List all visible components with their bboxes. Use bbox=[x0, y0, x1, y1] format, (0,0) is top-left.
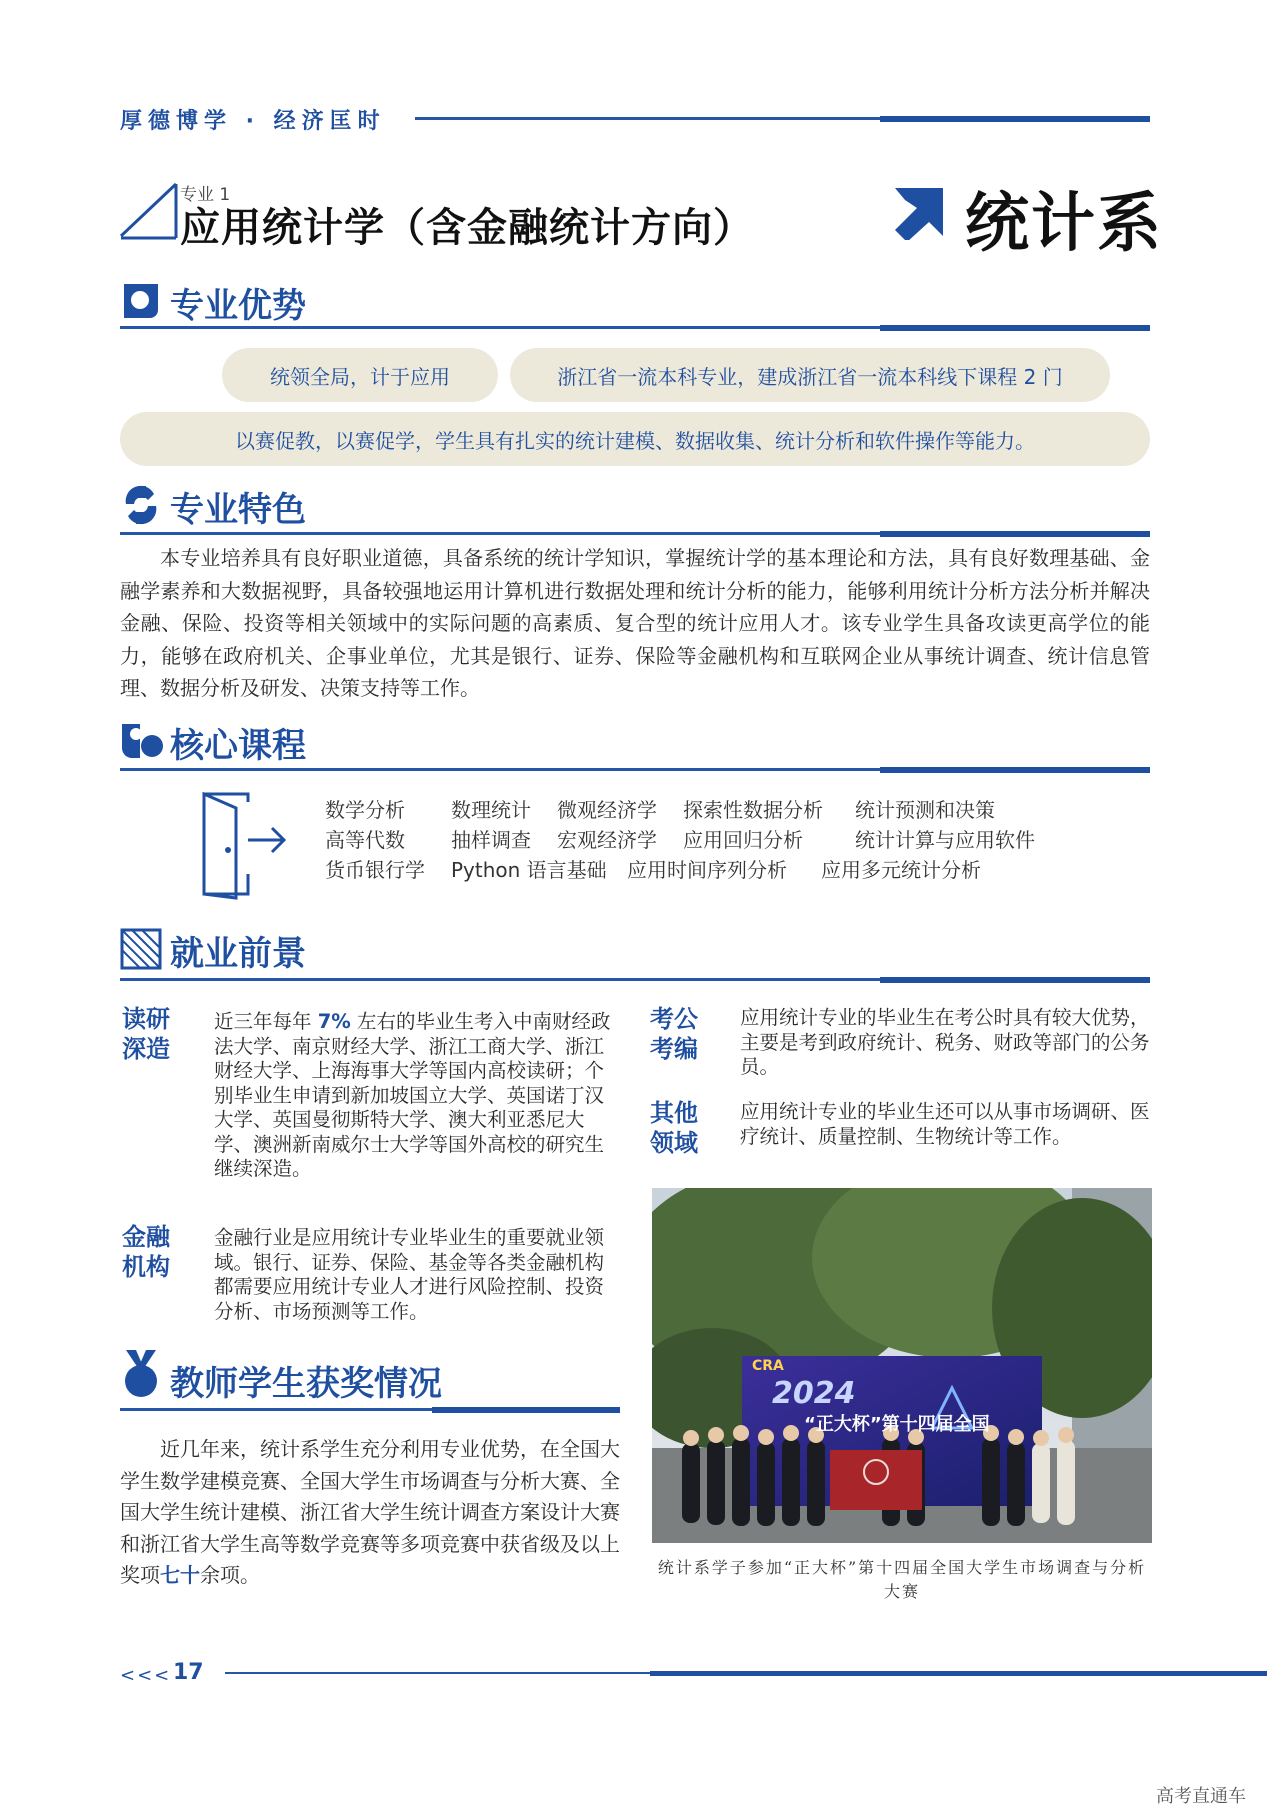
label-civil-service: 考公考编 bbox=[650, 1004, 698, 1063]
course-row bbox=[325, 855, 1125, 885]
advantage-pill: 以赛促教，以赛促学，学生具有扎实的统计建模、数据收集、统计分析和软件操作等能力。 bbox=[120, 412, 1150, 466]
course-row bbox=[325, 795, 1125, 825]
competition-photo bbox=[652, 1188, 1152, 1543]
section-rule-accent bbox=[432, 1407, 620, 1413]
search-icon bbox=[120, 280, 162, 322]
further-study-text: 近三年每年 7% 左右的毕业生考入中南财经政法大学、南京财经大学、浙江工商大学、浙江财经大学、上海海事大学等国内高校读研；个别毕业生申请到新加坡国立大学、英国诺丁汉大学、英国曼彻斯特大学、澳大利亚悉尼大学、澳洲新南威尔士大学等国外高校的研究生继续深造。 bbox=[214, 1010, 611, 1180]
advantage-pill: 浙江省一流本科专业，建成浙江省一流本科线下课程 2 门 bbox=[510, 348, 1110, 402]
major-number: 专业 1 bbox=[180, 185, 231, 205]
course-item: 宏观经济学 bbox=[557, 828, 657, 852]
course-row bbox=[325, 825, 1125, 855]
department-title: 统计系 bbox=[965, 187, 1163, 261]
diagonal-arrow-icon bbox=[118, 180, 180, 240]
awards-count-highlight: 七十 bbox=[160, 1563, 200, 1587]
finance-text: 金融行业是应用统计专业毕业生的重要就业领域。银行、证券、保险、基金等各类金融机构都需要应用统计专业人才进行风险控制、投资分析、市场预测等工作。 bbox=[214, 1226, 605, 1323]
label-finance: 金融机构 bbox=[122, 1222, 170, 1281]
course-list bbox=[325, 795, 1125, 885]
course-item: 数理统计 bbox=[451, 798, 531, 822]
percent-highlight: 7% bbox=[317, 1010, 351, 1033]
label-other-fields: 其他领域 bbox=[650, 1098, 698, 1157]
section-title-advantages: 专业优势 bbox=[170, 286, 306, 326]
striped-square-icon bbox=[120, 928, 162, 970]
section-rule-accent bbox=[880, 977, 1150, 983]
section-rule-accent bbox=[880, 325, 1150, 331]
medal-icon bbox=[120, 1350, 162, 1400]
other-fields-text: 应用统计专业的毕业生还可以从事市场调研、医疗统计、质量控制、生物统计等工作。 bbox=[740, 1100, 1150, 1148]
advantage-pill: 统领全局，计于应用 bbox=[222, 348, 498, 402]
course-item: 抽样调查 bbox=[451, 828, 531, 852]
course-item: 统计计算与应用软件 bbox=[855, 828, 1035, 852]
civil-service-text: 应用统计专业的毕业生在考公时具有较大优势，主要是考到政府统计、税务、财政等部门的公务员。 bbox=[740, 1006, 1150, 1078]
course-item: 微观经济学 bbox=[557, 798, 657, 822]
course-item: 数学分析 bbox=[325, 798, 405, 822]
footer-rule-accent bbox=[650, 1671, 1267, 1676]
banner-title: “正大杯”第十四届全国 bbox=[804, 1414, 990, 1435]
course-item: 货币银行学 bbox=[325, 858, 425, 882]
course-item: 统计预测和决策 bbox=[855, 798, 995, 822]
banner-small-text: CRA bbox=[752, 1358, 784, 1374]
features-paragraph: 本专业培养具有良好职业道德，具备系统的统计学知识，掌握统计学的基本理论和方法，具有良好数理基础、金融学素养和大数据视野，具备较强地运用计算机进行数据处理和统计分析的能力，能够利用统计分析方法分析并解决金融、保险、投资等相关领域中的实际问题的高素质、复合型的统计应用人才。该专业学生具备攻读更高学位的能力，能够在政府机关、企事业单位，尤其是银行、证券、保险等金融机构和互联网企业从事统计调查、统计信息管理、数据分析及研发、决策支持等工作。 bbox=[120, 546, 1150, 700]
watermark: 高考直通车 bbox=[1156, 1786, 1246, 1807]
swirl-icon bbox=[120, 484, 162, 526]
section-title-employment: 就业前景 bbox=[170, 934, 306, 974]
section-rule-accent bbox=[880, 531, 1150, 537]
page-number: 17 bbox=[173, 1660, 204, 1685]
course-item: 应用时间序列分析 bbox=[627, 858, 787, 882]
section-title-awards: 教师学生获奖情况 bbox=[170, 1364, 442, 1404]
banner-year: 2024 bbox=[772, 1376, 856, 1411]
awards-paragraph: 近几年来，统计系学生充分利用专业优势，在全国大学生数学建模竞赛、全国大学生市场调查与分析大赛、全国大学生统计建模、浙江省大学生统计调查方案设计大赛和浙江省大学生高等数学竞赛等多项竞赛中获省级及以上奖项七十余项。 bbox=[120, 1437, 620, 1587]
school-motto: 厚德博学 · 经济匡时 bbox=[120, 109, 386, 134]
photo-caption: 统计系学子参加“正大杯”第十四届全国大学生市场调查与分析大赛 bbox=[657, 1558, 1147, 1601]
course-item: 应用回归分析 bbox=[683, 828, 803, 852]
course-item: 高等代数 bbox=[325, 828, 405, 852]
section-rule-accent bbox=[880, 767, 1150, 773]
circles-icon bbox=[120, 720, 164, 762]
arrow-up-right-icon bbox=[895, 180, 955, 240]
label-further-study: 读研深造 bbox=[122, 1004, 170, 1063]
course-item: 探索性数据分析 bbox=[683, 798, 823, 822]
course-item: 应用多元统计分析 bbox=[821, 858, 981, 882]
section-title-features: 专业特色 bbox=[170, 490, 306, 530]
back-arrows-icon: <<< bbox=[120, 1665, 172, 1686]
section-title-courses: 核心课程 bbox=[170, 726, 306, 766]
course-item: Python 语言基础 bbox=[451, 858, 607, 882]
door-exit-icon bbox=[200, 790, 290, 900]
major-title: 应用统计学（含金融统计方向） bbox=[180, 205, 754, 251]
header-rule-accent bbox=[880, 116, 1150, 122]
